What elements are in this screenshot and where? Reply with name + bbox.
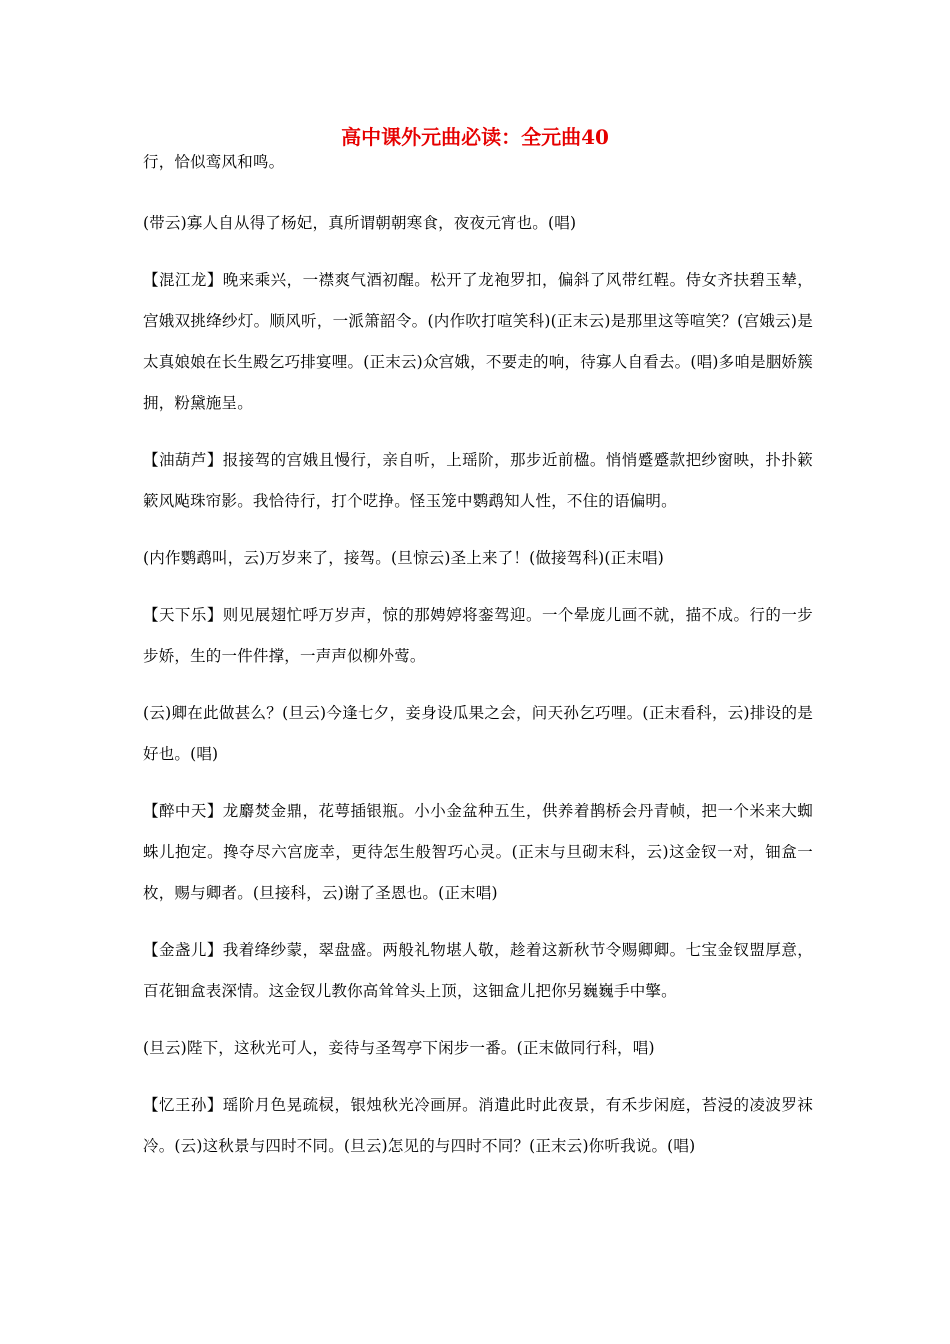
paragraph: 【混江龙】晚来乘兴，一襟爽气酒初醒。松开了龙袍罗扣，偏斜了风带红鞓。侍女齐扶碧玉辇，宫娥双挑绛纱灯。顺风听，一派箫韶令。(内作吹打喧笑科)(正末云)是那里这等喧笑？(宫娥云)是太真娘娘在长生殿乞巧排宴哩。(正末云)众宫娥，不要走的响，待寡人自看去。(唱)多咱是胭娇簇拥，粉黛施呈。 [143, 271, 813, 412]
paragraph: (云)卿在此做甚么？(旦云)今逢七夕，妾身设瓜果之会，问天孙乞巧哩。(正末看科，云)排设的是好也。(唱) [143, 704, 813, 763]
paragraph: 【忆王孙】瑶阶月色晃疏棂，银烛秋光冷画屏。消遣此时此夜景，有禾步闲庭，苔浸的凌波罗袜冷。(云)这秋景与四时不同。(旦云)怎见的与四时不同？(正末云)你听我说。(唱) [143, 1096, 813, 1155]
paragraph: 【金盏儿】我着绛纱蒙，翠盘盛。两般礼物堪人敬，趁着这新秋节令赐卿卿。七宝金钗盟厚意，百花钿盒表深情。这金钗儿教你高耸耸头上顶，这钿盒儿把你另巍巍手中擎。 [143, 941, 813, 1000]
paragraph: 【油葫芦】报接驾的宫娥且慢行，亲自听，上瑶阶，那步近前楹。悄悄蹙蹙款把纱窗映，扑扑簌簌风飐珠帘影。我恰待行，打个呓挣。怪玉笼中鹦鹉知人性，不住的语偏明。 [143, 451, 813, 510]
paragraph: 【醉中天】龙麝焚金鼎，花萼插银瓶。小小金盆种五生，供养着鹊桥会丹青帧，把一个米来大蜘蛛儿抱定。搀夺尽六宫庞幸，更待怎生般智巧心灵。(正末与旦砌末科，云)这金钗一对，钿盒一枚，赐与卿者。(旦接科，云)谢了圣恩也。(正末唱) [143, 802, 813, 902]
paragraph: 行，恰似鸾风和鸣。 [143, 153, 285, 171]
document-title: 高中课外元曲必读：全元曲40 [341, 125, 609, 149]
document-body [143, 142, 813, 1183]
paragraph: (内作鹦鹉叫，云)万岁来了，接驾。(旦惊云)圣上来了！(做接驾科)(正末唱) [143, 549, 664, 567]
paragraph: 【天下乐】则见展翅忙呼万岁声，惊的那娉婷将銮驾迎。一个晕庞儿画不就，描不成。行的一步步娇，生的一件件撑，一声声似柳外莺。 [143, 606, 813, 665]
paragraph: (带云)寡人自从得了杨妃，真所谓朝朝寒食，夜夜元宵也。(唱) [143, 214, 577, 232]
paragraph: (旦云)陛下，这秋光可人，妾待与圣驾亭下闲步一番。(正末做同行科，唱) [143, 1039, 655, 1057]
